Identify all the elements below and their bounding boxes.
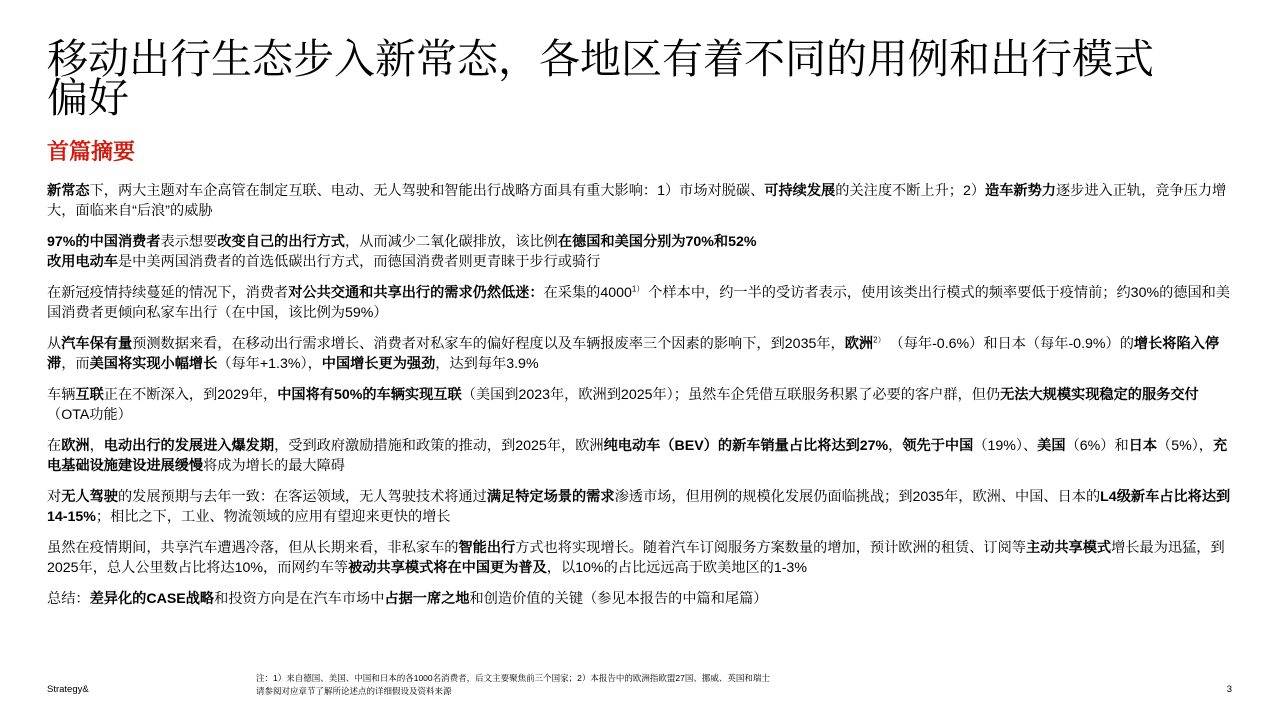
body-text: ，而 [61,356,90,372]
body-text: （每年+1.3%）， [217,356,322,372]
brand-label: Strategy& [47,684,89,695]
emphasis-text: 满足特定场景的需求 [486,489,615,505]
body-text: 正在不断深入，到2029年， [103,387,278,403]
body-text: 预测数据来看，在移动出行需求增长、消费者对私家车的偏好程度以及车辆报废率三个因素的影响下，到2035年， [132,336,845,352]
emphasis-text: 占据一席之地 [384,591,470,607]
emphasis-text: 可持续发展 [764,183,836,199]
summary-paragraph [47,283,1235,323]
body-text: （6%）和 [1065,438,1129,454]
emphasis-text: 欧洲 [844,336,874,352]
emphasis-text: 对公共交通和共享出行的需求仍然低迷： [288,285,544,301]
emphasis-text: 改用电动车 [47,254,118,270]
summary-paragraph [47,589,1235,609]
emphasis-text: 97%的中国消费者 [47,234,161,250]
page-title-line-1: 移动出行生态步入新常态，各地区有着不同的用例和出行模式 [47,36,1154,82]
emphasis-text: 差异化的CASE战略 [89,591,215,607]
body-text: 渗透市场，但用例的规模化发展仍面临挑战；到2035年，欧洲、中国、日本的 [614,489,1101,505]
summary-paragraphs [47,181,1235,620]
body-text: ，受到政府激励措施和政策的推动，到2025年，欧洲 [274,438,604,454]
emphasis-text: 中国增长更为强劲 [321,356,436,372]
footnote-line: 注：1）来自德国、美国、中国和日本的各1000名消费者，后文主要聚焦前三个国家；2）本报告中的欧洲指欧盟27国、挪威、英国和瑞士 [256,673,770,683]
footnotes [256,672,956,698]
emphasis-text: 无人驾驶 [61,489,118,505]
summary-paragraph [47,538,1235,578]
footnote-line: 请参阅对应章节了解所论述点的详细假设及资料来源 [256,686,452,696]
body-text: ；相比之下，工业、物流领域的应用有望迎来更快的增长 [95,509,451,525]
body-text: （美国到2023年，欧洲到2025年）；虽然车企凭借互联服务积累了必要的客户群，但仍 [461,387,1001,403]
emphasis-text: 改变自己的出行方式 [217,234,345,250]
emphasis-text: 电动出行的发展进入爆发期 [103,438,275,454]
body-text: 的关注度不断上升；2） [835,183,986,199]
body-text: 方式也将实现增长。随着汽车订阅服务方案数量的增加，预计欧洲的租赁、订阅等 [515,540,1026,556]
page-title [47,36,1237,121]
section-subtitle: 首篇摘要 [47,139,136,164]
body-text: （OTA功能） [47,407,132,423]
body-text: 在 [47,438,62,454]
emphasis-text: 日本 [1128,438,1158,454]
emphasis-text: 纯电动车（BEV）的新车销量占比将达到27% [603,438,889,454]
body-text: ，从而减少二氧化碳排放，该比例 [345,234,558,250]
emphasis-text: L4级新车占比将达到14-15% [47,489,1231,525]
body-text: 从 [47,336,62,352]
body-text: 在新冠疫情持续蔓延的情况下，消费者 [47,285,289,301]
emphasis-text: 汽车保有量 [61,336,133,352]
summary-paragraph [47,385,1235,425]
summary-paragraph [47,232,1235,272]
body-text: 虽然在疫情期间，共享汽车遭遇冷落，但从长期来看，非私家车的 [47,540,459,556]
body-text: ， [89,438,104,454]
emphasis-text: 欧洲 [61,438,90,454]
emphasis-text: 无法大规模实现稳定的服务交付 [1000,387,1199,403]
emphasis-text: 美国将实现小幅增长 [89,356,218,372]
emphasis-text: 在德国和美国分别为70%和52% [557,234,757,250]
emphasis-text: 美国 [1037,438,1066,454]
body-text: ， [888,438,903,454]
body-text: 在采集的4000 [543,285,632,301]
body-text: 将成为增长的最大障碍 [203,458,345,474]
body-text: 是中美两国消费者的首选低碳出行方式，而德国消费者则更青睐于步行或骑行 [117,254,601,270]
body-text: ，达到每年3.9% [435,356,539,372]
body-text: ，以10%的占比远远高于欧美地区的1-3% [546,560,807,576]
body-text: （每年-0.6%）和日本（每年-0.9%）的 [885,336,1134,352]
summary-paragraph [47,436,1235,476]
body-text: 和创造价值的关键（参见本报告的中篇和尾篇） [469,591,768,607]
summary-paragraph [47,334,1235,374]
body-text: （5%）， [1157,438,1213,454]
emphasis-text: 智能出行 [458,540,516,556]
emphasis-text: 主动共享模式 [1025,540,1112,556]
summary-paragraph [47,181,1235,221]
body-text: 下，两大主题对车企高管在制定互联、电动、无人驾驶和智能出行战略方面具有重大影响：1）市场对脱碳、 [89,183,765,199]
emphasis-text: 造车新势力 [985,183,1056,199]
body-text: 对 [47,489,62,505]
page-title-line-2: 偏好 [47,75,129,121]
emphasis-text: 领先于中国 [902,438,974,454]
body-text: 个样本中，约一半的受访者表示，使用该类出行模式的频率要低于疫情前；约30%的德国和美国消费者更倾向私家车出行（在中国，该比例为59%） [47,285,1231,321]
emphasis-text: 充电基础设施建设进展缓慢 [47,438,1228,474]
summary-paragraph [47,487,1235,527]
body-text: 和投资方向是在汽车市场中 [214,591,385,607]
emphasis-text: 中国将有50%的车辆实现互联 [277,387,462,403]
body-text: 表示想要 [160,234,218,250]
emphasis-text: 新常态 [47,183,90,199]
footnote-marker: 1） [631,284,645,294]
body-text: 逐步进入正轨，竞争压力增大，面临来自“后浪”的威胁 [47,183,1227,219]
emphasis-text: 增长将陷入停滞 [47,336,1220,372]
body-text: （19%）、 [973,438,1038,454]
body-text: 车辆 [47,387,76,403]
footnote-marker: 2） [873,335,886,345]
page-number: 3 [1226,684,1232,695]
emphasis-text: 互联 [75,387,104,403]
body-text: 的发展预期与去年一致：在客运领域，无人驾驶技术将通过 [117,489,487,505]
emphasis-text: 被动共享模式将在中国更为普及 [348,560,547,576]
body-text: 总结： [47,591,90,607]
body-text: 增长最为迅猛，到2025年，总人公里数占比将达10%，而网约车等 [47,540,1225,576]
